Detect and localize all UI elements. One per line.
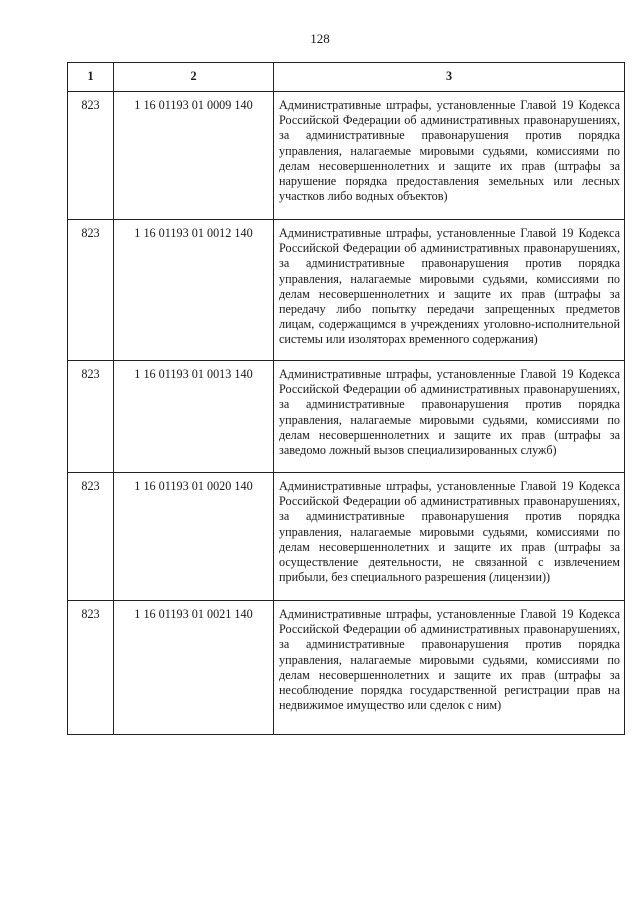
table-row [68, 361, 625, 473]
header-column-2: 2 [114, 63, 274, 92]
kbk-code-cell: 1 16 01193 01 0009 140 [114, 92, 274, 220]
header-column-3: 3 [274, 63, 625, 92]
header-column-1: 1 [68, 63, 114, 92]
table-row [68, 220, 625, 361]
description-cell: Административные штрафы, установленные Главой 19 Кодекса Российской Федерации об административных правонарушениях, за административные правонарушения против порядка управления, налагаемые мировыми судьями, комиссиями по делам несовершеннолетних и защите их прав (штрафы за заведомо ложный вызов специализированных служб) [274, 361, 625, 473]
table-row [68, 473, 625, 601]
description-cell: Административные штрафы, установленные Главой 19 Кодекса Российской Федерации об административных правонарушениях, за административные правонарушения против порядка управления, налагаемые мировыми судьями, комиссиями по делам несовершеннолетних и защите их прав (штрафы за осуществление деятельности, не связанной с извлечением прибыли, без специального разрешения (лицензии)) [274, 473, 625, 601]
table-row [68, 92, 625, 220]
description-cell: Административные штрафы, установленные Главой 19 Кодекса Российской Федерации об административных правонарушениях, за административные правонарушения против порядка управления, налагаемые мировыми судьями, комиссиями по делам несовершеннолетних и защите их прав (штрафы за передачу либо попытку передачи запрещенных предметов лицам, содержащимся в учреждениях уголовно-исполнительной системы или изоляторах временного содержания) [274, 220, 625, 361]
kbk-code-cell: 1 16 01193 01 0021 140 [114, 601, 274, 735]
admin-code-cell: 823 [68, 361, 114, 473]
kbk-code-cell: 1 16 01193 01 0020 140 [114, 473, 274, 601]
description-cell: Административные штрафы, установленные Главой 19 Кодекса Российской Федерации об административных правонарушениях, за административные правонарушения против порядка управления, налагаемые мировыми судьями, комиссиями по делам несовершеннолетних и защите их прав (штрафы за несоблюдение порядка государственной регистрации прав на недвижимое имущество или сделок с ним) [274, 601, 625, 735]
admin-code-cell: 823 [68, 92, 114, 220]
admin-code-cell: 823 [68, 601, 114, 735]
description-cell: Административные штрафы, установленные Главой 19 Кодекса Российской Федерации об административных правонарушениях, за административные правонарушения против порядка управления, налагаемые мировыми судьями, комиссиями по делам несовершеннолетних и защите их прав (штрафы за нарушение порядка предоставления земельных или лесных участков либо водных объектов) [274, 92, 625, 220]
table-row [68, 601, 625, 735]
kbk-code-cell: 1 16 01193 01 0013 140 [114, 361, 274, 473]
budget-classification-table [67, 62, 625, 735]
page-number: 128 [310, 31, 330, 46]
table-header-row [68, 63, 625, 92]
admin-code-cell: 823 [68, 220, 114, 361]
admin-code-cell: 823 [68, 473, 114, 601]
kbk-code-cell: 1 16 01193 01 0012 140 [114, 220, 274, 361]
